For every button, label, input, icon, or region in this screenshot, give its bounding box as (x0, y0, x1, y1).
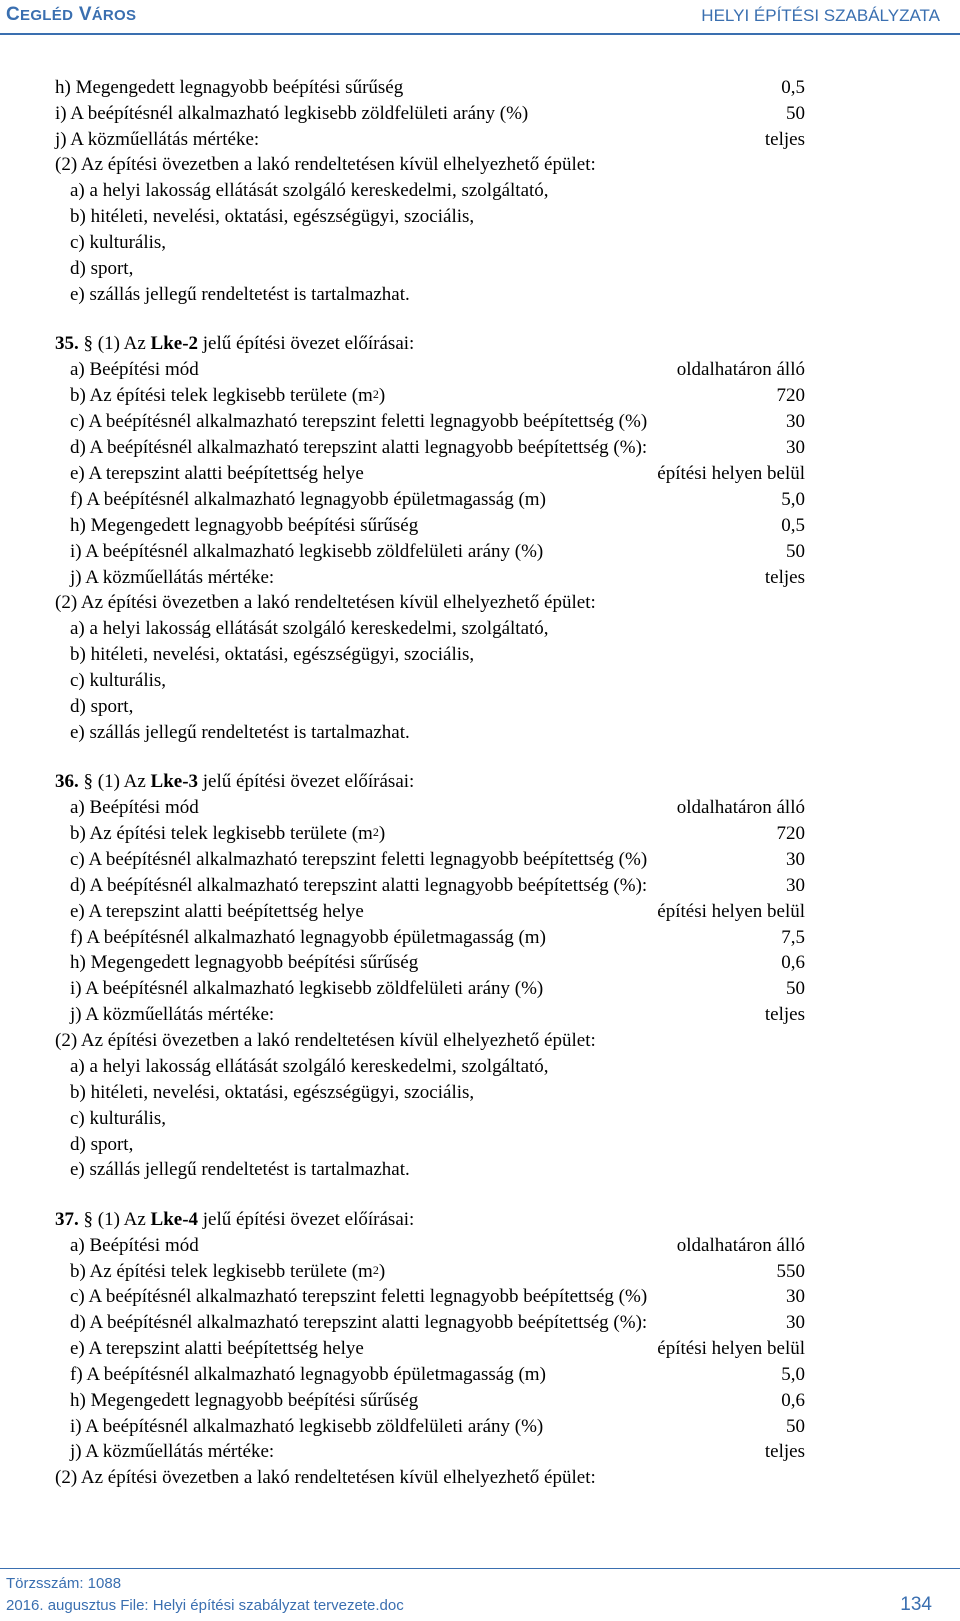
footer-torzsszam: Törzsszám: 1088 (6, 1575, 122, 1592)
page-number: 134 (900, 1594, 932, 1615)
row-b: b) Az építési telek legkisebb területe $(m^2)$ 550 (70, 1261, 805, 1282)
top-line-c: c) kulturális, (70, 232, 167, 253)
row-c: c) A beépítésnél alkalmazható terepszint feletti legnagyobb beépítettség (%) 30 (70, 849, 805, 870)
row-a: a) Beépítési mód oldalhatáron álló (70, 1235, 805, 1256)
section-heading: 35. § (1) Az Lke-2 jelű építési övezet előírásai: (55, 333, 415, 354)
top-line-j: j) A közműellátás mértéke: teljes (55, 129, 805, 150)
row-c: c) A beépítésnél alkalmazható terepszint feletti legnagyobb beépítettség (%) 30 (70, 411, 805, 432)
row-p2: (2) Az építési övezetben a lakó rendeltetésen kívül elhelyezhető épület: (55, 1030, 596, 1051)
top-line-b: b) hitéleti, nevelési, oktatási, egészségügyi, szociális, (70, 206, 475, 227)
row-i: i) A beépítésnél alkalmazható legkisebb zöldfelületi arány (%) 50 (70, 1416, 805, 1437)
header-rule (0, 33, 960, 35)
row-a: a) Beépítési mód oldalhatáron álló (70, 359, 805, 380)
top-line-d: d) sport, (70, 258, 134, 279)
row-d: d) A beépítésnél alkalmazható terepszint alatti legnagyobb beépítettség (%): 30 (70, 875, 805, 896)
page-header (0, 0, 960, 36)
top-line-a: a) a helyi lakosság ellátását szolgáló kereskedelmi, szolgáltató, (70, 180, 549, 201)
footer-rule (0, 1568, 960, 1569)
list-a: a) a helyi lakosság ellátását szolgáló kereskedelmi, szolgáltató, (70, 1056, 549, 1077)
list-e: e) szállás jellegű rendeltetést is tartalmazhat. (70, 1159, 410, 1180)
row-p2: (2) Az építési övezetben a lakó rendeltetésen kívül elhelyezhető épület: (55, 1467, 596, 1488)
list-e: e) szállás jellegű rendeltetést is tartalmazhat. (70, 722, 410, 743)
row-i: i) A beépítésnél alkalmazható legkisebb zöldfelületi arány (%) 50 (70, 541, 805, 562)
row-p2: (2) Az építési övezetben a lakó rendeltetésen kívül elhelyezhető épület: (55, 592, 596, 613)
row-j: j) A közműellátás mértéke: teljes (70, 1441, 805, 1462)
row-d: d) A beépítésnél alkalmazható terepszint alatti legnagyobb beépítettség (%): 30 (70, 1312, 805, 1333)
list-c: c) kulturális, (70, 1108, 167, 1129)
top-line-i: i) A beépítésnél alkalmazható legkisebb zöldfelületi arány (%) 50 (55, 103, 805, 124)
row-f: f) A beépítésnél alkalmazható legnagyobb épületmagasság (m) 5,0 (70, 1364, 805, 1385)
list-b: b) hitéleti, nevelési, oktatási, egészségügyi, szociális, (70, 644, 475, 665)
top-line-p2: (2) Az építési övezetben a lakó rendeltetésen kívül elhelyezhető épület: (55, 154, 596, 175)
list-a: a) a helyi lakosság ellátását szolgáló kereskedelmi, szolgáltató, (70, 618, 549, 639)
top-line-e: e) szállás jellegű rendeltetést is tartalmazhat. (70, 284, 410, 305)
list-d: d) sport, (70, 1134, 134, 1155)
footer-file-info: 2016. augusztus File: Helyi építési szabályzat tervezete.doc (6, 1597, 404, 1614)
list-b: b) hitéleti, nevelési, oktatási, egészségügyi, szociális, (70, 1082, 475, 1103)
row-e: e) A terepszint alatti beépítettség helye építési helyen belül (70, 901, 805, 922)
row-f: f) A beépítésnél alkalmazható legnagyobb épületmagasság (m) 7,5 (70, 927, 805, 948)
section-heading: 37. § (1) Az Lke-4 jelű építési övezet előírásai: (55, 1209, 415, 1230)
row-a: a) Beépítési mód oldalhatáron álló (70, 797, 805, 818)
row-j: j) A közműellátás mértéke: teljes (70, 1004, 805, 1025)
header-document-title: HELYI ÉPÍTÉSI SZABÁLYZATA (701, 6, 940, 25)
row-j: j) A közműellátás mértéke: teljes (70, 567, 805, 588)
list-d: d) sport, (70, 696, 134, 717)
row-c: c) A beépítésnél alkalmazható terepszint feletti legnagyobb beépítettség (%) 30 (70, 1286, 805, 1307)
header-city-name: CEGLÉD VÁROS (6, 4, 137, 25)
row-e: e) A terepszint alatti beépítettség helye építési helyen belül (70, 463, 805, 484)
row-h: h) Megengedett legnagyobb beépítési sűrűség 0,6 (70, 952, 805, 973)
row-i: i) A beépítésnél alkalmazható legkisebb zöldfelületi arány (%) 50 (70, 978, 805, 999)
row-h: h) Megengedett legnagyobb beépítési sűrűség 0,5 (70, 515, 805, 536)
top-line-h: h) Megengedett legnagyobb beépítési sűrűség 0,5 (55, 77, 805, 98)
row-h: h) Megengedett legnagyobb beépítési sűrűség 0,6 (70, 1390, 805, 1411)
row-d: d) A beépítésnél alkalmazható terepszint alatti legnagyobb beépítettség (%): 30 (70, 437, 805, 458)
section-heading: 36. § (1) Az Lke-3 jelű építési övezet előírásai: (55, 771, 415, 792)
list-c: c) kulturális, (70, 670, 167, 691)
row-e: e) A terepszint alatti beépítettség helye építési helyen belül (70, 1338, 805, 1359)
row-b: b) Az építési telek legkisebb területe $(m^2)$ 720 (70, 385, 805, 406)
row-b: b) Az építési telek legkisebb területe $(m^2)$ 720 (70, 823, 805, 844)
row-f: f) A beépítésnél alkalmazható legnagyobb épületmagasság (m) 5,0 (70, 489, 805, 510)
